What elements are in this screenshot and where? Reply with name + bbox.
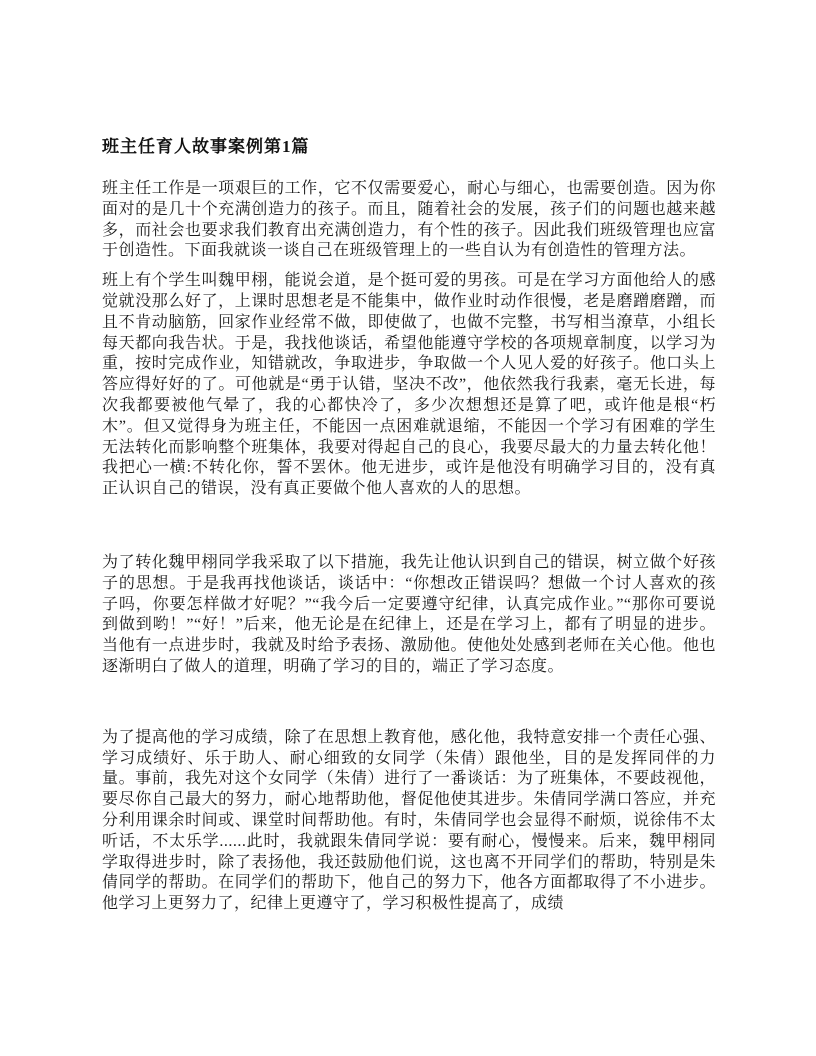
- document-title: 班主任育人故事案例第1篇: [102, 137, 310, 156]
- document-content: [102, 136, 716, 915]
- paragraph-intro: 班主任工作是一项艰巨的工作，它不仅需要爱心，耐心与细心，也需要创造。因为你面对的是几十个充满创造力的孩子。而且，随着社会的发展，孩子们的问题也越来越多，而社会也要求我们教育出充满创造力，有个性的孩子。因此我们班级管理也应富于创造性。下面我就谈一谈自己在班级管理上的一些自认为有创造性的管理方法。: [102, 180, 716, 260]
- paragraph-student-description: 班上有个学生叫魏甲栩，能说会道，是个挺可爱的男孩。可是在学习方面他给人的感觉就没那么好了，上课时思想老是不能集中，做作业时动作很慢，老是磨蹭磨蹭，而且不肯动脑筋，回家作业经常不做，即使做了，也做不完整，书写相当潦草，小组长每天都向我告状。于是，我找他谈话，希望他能遵守学校的各项规章制度，以学习为重，按时完成作业，知错就改，争取进步，争取做一个人见人爱的好孩子。他口头上答应得好好的了。可他就是“勇于认错，坚决不改”，他依然我行我素，毫无长进，每次我都要被他气晕了，我的心都快冷了，多少次想想还是算了吧，或许他是根“朽木”。但又觉得身为班主任，不能因一点困难就退缩，不能因一个学习有困难的学生无法转化而影响整个班集体，我要对得起自己的良心，我要尽最大的力量去转化他！我把心一横:不转化你，誓不罢休。他无进步，或许是他没有明确学习目的，没有真正认识自己的错误，没有真正要做个他人喜欢的人的思想。: [102, 272, 716, 498]
- paragraph-measures: 为了转化魏甲栩同学我采取了以下措施，我先让他认识到自己的错误，树立做个好孩子的思想。于是我再找他谈话，谈话中：“你想改正错误吗？想做一个讨人喜欢的孩子吗，你要怎样做才好呢？”“我今后一定要遵守纪律，认真完成作业。”“那你可要说到做到哟！”“好！”后来，他无论是在纪律上，还是在学习上，都有了明显的进步。当他有一点进步时，我就及时给予表扬、激励他。使他处处感到老师在关心他。他也逐渐明白了做人的道理，明确了学习的目的，端正了学习态度。: [102, 553, 716, 675]
- paragraph-peer-help: 为了提高他的学习成绩，除了在思想上教育他，感化他，我特意安排一个责任心强、学习成绩好、乐于助人、耐心细致的女同学（朱倩）跟他坐，目的是发挥同伴的力量。事前，我先对这个女同学（朱倩）进行了一番谈话：为了班集体，不要歧视他，要尽你自己最大的努力，耐心地帮助他，督促他使其进步。朱倩同学满口答应，并充分利用课余时间或、课堂时间帮助他。有时，朱倩同学也会显得不耐烦，说徐伟不太听话，不太乐学......此时，我就跟朱倩同学说：要有耐心，慢慢来。后来，魏甲栩同学取得进步时，除了表扬他，我还鼓励他们说，这也离不开同学们的帮助，特别是朱倩同学的帮助。在同学们的帮助下，他自己的努力下，他各方面都取得了不小进步。他学习上更努力了，纪律上更遵守了，学习积极性提高了，成绩: [102, 728, 716, 913]
